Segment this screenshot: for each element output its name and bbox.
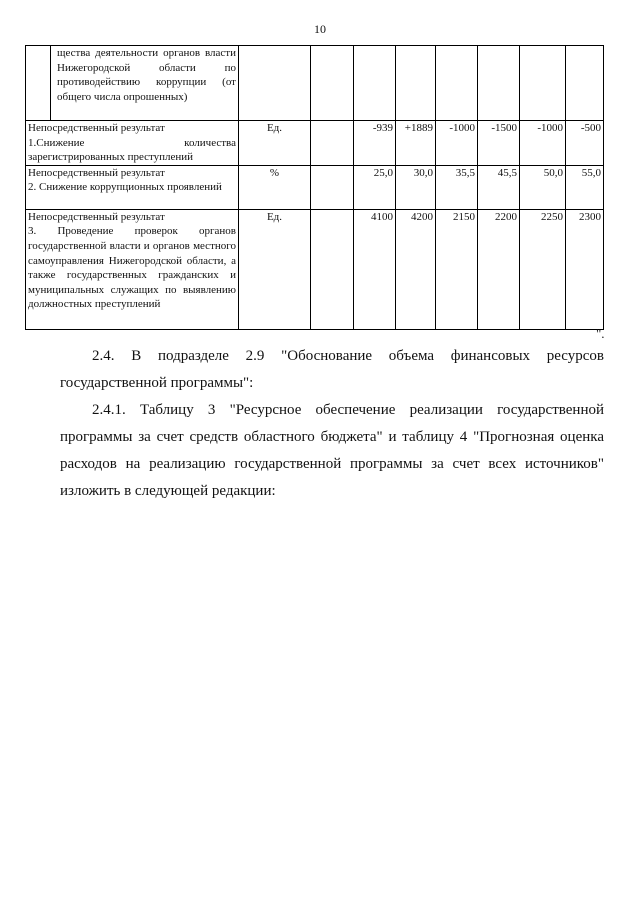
closing-quote: ". <box>596 326 605 341</box>
value-cell: 2300 <box>566 209 604 329</box>
value-cell: -1000 <box>520 121 566 166</box>
indicator-text: щества деятельности органов власти Нижегородской области по противодействию коррупции (от общего числа опрошенных) <box>51 46 239 121</box>
result-label: Непосредственный результат <box>28 122 165 134</box>
result-name: 3. Проведение проверок органов государственной власти и органов местного самоуправления Нижегородской области, а также государственных гражданских и муниципальных служащих по выявлению должностных преступлений <box>28 225 236 311</box>
unit-cell: % <box>239 165 311 209</box>
value-cell: -1500 <box>478 121 520 166</box>
value-cell: +1889 <box>396 121 436 166</box>
value-cell: 25,0 <box>354 165 396 209</box>
value-cell: 55,0 <box>566 165 604 209</box>
result-description <box>26 165 239 209</box>
unit-cell: Ед. <box>239 209 311 329</box>
value-cell: -1000 <box>436 121 478 166</box>
result-description <box>26 209 239 329</box>
paragraph: 2.4. В подразделе 2.9 "Обоснование объема финансовых ресурсов государственной программы": <box>60 348 604 391</box>
value-cell: -939 <box>354 121 396 166</box>
body-text <box>60 343 604 505</box>
table-row <box>26 121 604 166</box>
value-cell <box>311 165 354 209</box>
result-name: 2. Снижение коррупционных проявлений <box>28 181 222 194</box>
value-cell: 2200 <box>478 209 520 329</box>
value-cell <box>311 121 354 166</box>
value-cell: 45,5 <box>478 165 520 209</box>
table-row <box>26 209 604 329</box>
unit-cell: Ед. <box>239 121 311 166</box>
value-cell: 30,0 <box>396 165 436 209</box>
value-cell: 2150 <box>436 209 478 329</box>
value-cell: -500 <box>566 121 604 166</box>
value-cell: 2250 <box>520 209 566 329</box>
result-label: Непосредственный результат <box>28 166 165 179</box>
result-label: Непосредственный результат <box>28 210 165 223</box>
paragraph: 2.4.1. Таблицу 3 "Ресурсное обеспечение реализации государственной программы за счет средств областного бюджета" и таблицу 4 "Прогнозная оценка расходов на реализацию государственной программы за счет всех источников" изложить в следующей редакции: <box>60 402 604 499</box>
value-cell: 4100 <box>354 209 396 329</box>
results-table <box>25 45 604 330</box>
value-cell: 4200 <box>396 209 436 329</box>
empty-cell <box>26 46 51 121</box>
table-row-continuation <box>26 46 604 121</box>
value-cell: 50,0 <box>520 165 566 209</box>
result-name: 1.Снижение количества зарегистрированных преступлений <box>28 136 236 164</box>
result-description <box>26 121 239 166</box>
value-cell <box>311 209 354 329</box>
page-number: 10 <box>314 22 326 36</box>
value-cell: 35,5 <box>436 165 478 209</box>
table-row <box>26 165 604 209</box>
